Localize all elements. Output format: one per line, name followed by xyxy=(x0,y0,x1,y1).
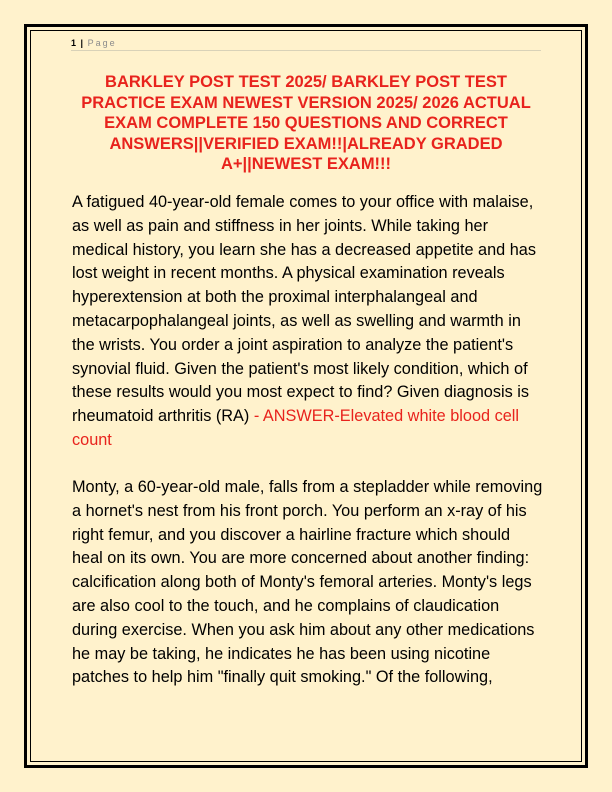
page-header-separator: | xyxy=(80,38,84,48)
page-label: Page xyxy=(87,38,117,48)
answer-text: - ANSWER-Elevated white blood cell count xyxy=(72,407,520,449)
question-block xyxy=(72,191,544,453)
page-number: 1 xyxy=(71,38,77,48)
document-title: BARKLEY POST TEST 2025/ BARKLEY POST TEST PRACTICE EXAM NEWEST VERSION 2025/ 2026 ACTUAL EXAM COMPLETE 150 QUESTIONS AND CORRECT ANSWERS||VERIFIED EXAM!!|ALREADY GRADED A+||NEWEST EXAM!!! xyxy=(81,73,531,173)
question-block xyxy=(72,476,544,690)
question-text: Monty, a 60-year-old male, falls from a stepladder while removing a hornet's nest from his front porch. You perform an x-ray of his right femur, and you discover a hairline fracture which should heal on its own. You are more concerned about another finding: calcification along both of Monty's femoral arteries. Monty's legs are also cool to the touch, and he complains of claudication during exercise. When you ask him about any other medications he may be taking, he indicates he has been using nicotine patches to help him "finally quit smoking." Of the following, xyxy=(72,478,543,687)
page-header xyxy=(71,36,541,51)
question-text: A fatigued 40-year-old female comes to your office with malaise, as well as pain and stiffness in her joints. While taking her medical history, you learn she has a decreased appetite and has lost weight in recent months. A physical examination reveals hyperextension at both the proximal interphalangeal and metacarpophalangeal joints, as well as swelling and warmth in the wrists. You order a joint aspiration to analyze the patient's synovial fluid. Given the patient's most likely condition, which of these results would you most expect to find? Given diagnosis is rheumatoid arthritis (RA) xyxy=(72,193,536,426)
